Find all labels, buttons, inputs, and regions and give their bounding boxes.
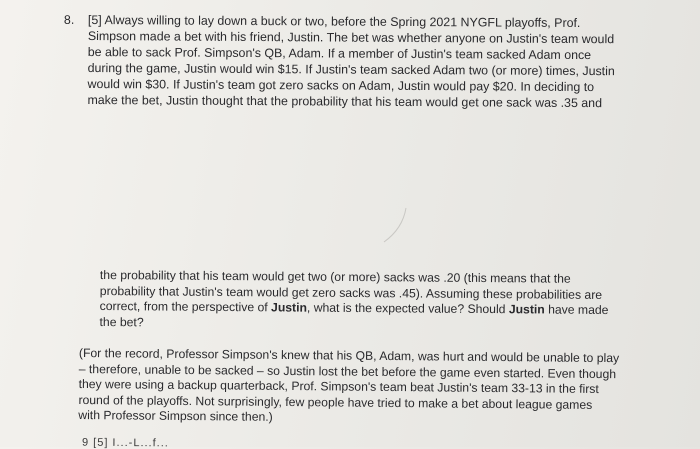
note-line: – therefore, unable to be sacked – so Justin lost the bet before the game even started. Even though (78, 361, 617, 381)
cut-off-next-question: 9 [5] I...-L...f... (81, 436, 169, 449)
justin-bold: Justin (508, 302, 545, 317)
continuation-line: probability that Justin's team would get zero sacks was .45). Assuming these probabilities are (99, 283, 603, 302)
question-line: Simpson made a bet with his friend, Justin. The bet was whether anyone on Justin's team would (87, 28, 615, 47)
question-8-continuation (99, 268, 609, 334)
note-line: round of the playoffs. Not surprisingly, few people have tried to make a bet about league games (78, 392, 593, 412)
note-line: they were using a backup quarterback, Prof. Simpson's team beat Justin's team 33-13 in the first (78, 377, 599, 397)
continuation-text: correct, from the perspective of (99, 299, 272, 315)
continuation-text: have made (544, 302, 609, 318)
question-line: during the game, Justin would win $15. If Justin's team sacked Adam two (or more) times, Justin (87, 60, 615, 79)
note-line: (For the record, Professor Simpson's knew that his QB, Adam, was hurt and would be unable to play (78, 346, 620, 366)
question-8-text (63, 12, 640, 111)
question-number: 8. (63, 12, 75, 27)
question-line: make the bet, Justin thought that the probability that his team would get one sack was .35 and (87, 92, 603, 111)
record-note (78, 346, 619, 429)
note-line: with Professor Simpson since then.) (78, 408, 273, 425)
justin-bold: Justin (271, 300, 308, 315)
continuation-text: , what is the expected value? Should (306, 300, 509, 317)
continuation-line: the probability that his team would get two (or more) sacks was .20 (this means that the (99, 268, 571, 286)
question-line: would win $30. If Justin's team got zero sacks on Adam, Justin would pay $20. In deciding to (87, 76, 595, 95)
question-line: be able to sack Prof. Simpson's QB, Adam. If a member of Justin's team sacked Adam once (87, 44, 592, 63)
question-line: [5] Always willing to lay down a buck or two, before the Spring 2021 NYGFL playoffs, Prof. (87, 12, 581, 31)
pencil-mark-icon (380, 206, 410, 246)
continuation-line: the bet? (99, 314, 144, 330)
